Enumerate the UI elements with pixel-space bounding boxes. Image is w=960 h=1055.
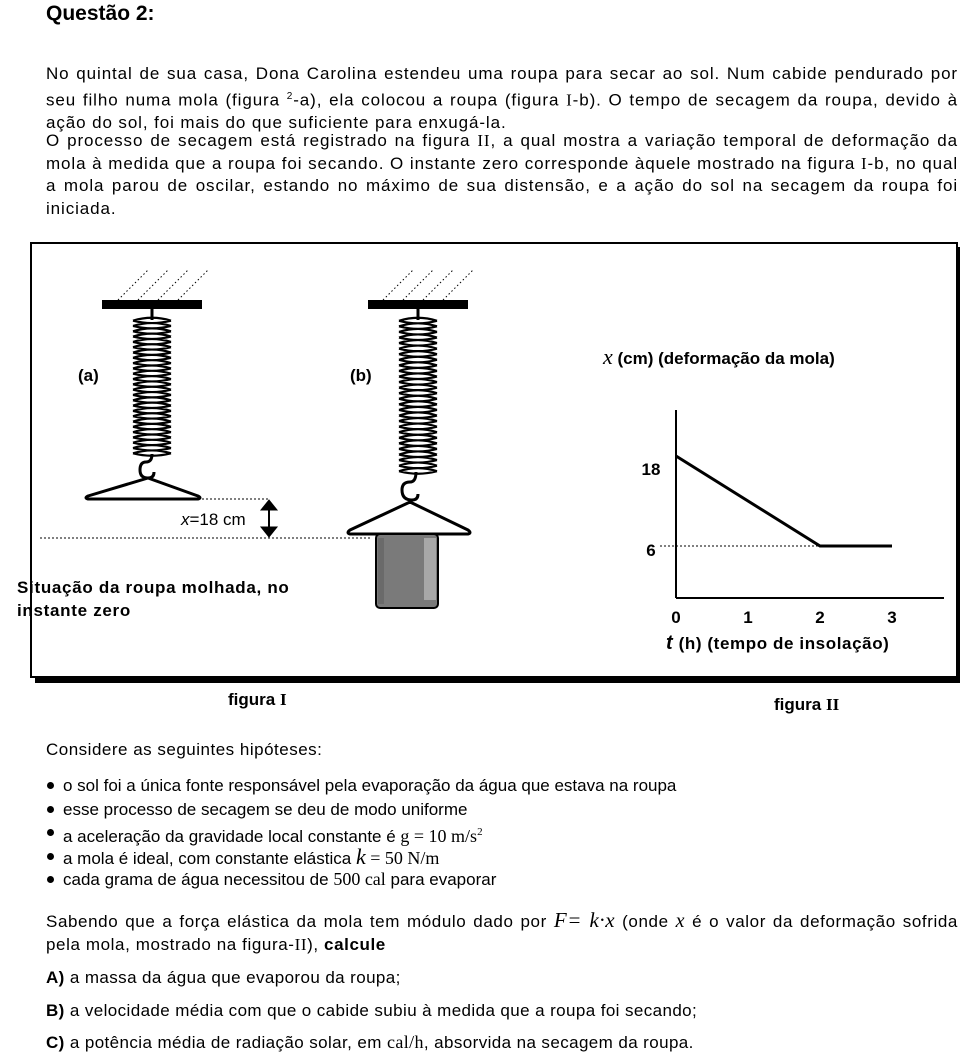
item-a: A) a massa da água que evaporou da roupa; <box>46 968 401 987</box>
y-tick-label: 18 <box>641 460 661 479</box>
intro-paragraph-1: No quintal de sua casa, Dona Carolina estendeu uma roupa para secar ao sol. Num cabide pendurado por seu filho numa mola (figura $^2$-a), ela colocou a roupa (figura I-b). O tempo de secagem da roupa, devido à ação do sol, foi mais do que suficiente para enxugá-la. <box>46 64 958 132</box>
hypothesis-4: a mola é ideal, com constante elástica k = 50 N/m <box>46 845 946 869</box>
item-c: C) a potência média de radiação solar, em cal/h, absorvida na secagem da roupa. <box>46 1032 694 1052</box>
label-b: (b) <box>350 366 372 385</box>
series-line <box>676 456 892 546</box>
item-b: B) a velocidade média com que o cabide subiu à medida que a roupa foi secando; <box>46 1001 698 1020</box>
y-tick-labels <box>642 460 661 560</box>
x-tick-label: 2 <box>815 608 825 627</box>
x-tick-label: 3 <box>887 608 897 627</box>
x-tick-label: 1 <box>743 608 753 627</box>
situation-caption: Situação da roupa molhada, no instante zero <box>17 578 290 620</box>
hypotheses-list <box>46 774 946 892</box>
x-tick-labels <box>671 608 896 627</box>
y-axis-label: x (cm) (deformação da mola) <box>603 344 835 369</box>
x-axis-label: t (h) (tempo de insolação) <box>666 632 890 654</box>
hypothesis-5: cada grama de água necessitou de 500 cal para evaporar <box>46 868 946 892</box>
y-tick-label: 6 <box>646 541 656 560</box>
x-tick-label: 0 <box>671 608 681 627</box>
hypothesis-2: esse processo de secagem se deu de modo uniforme <box>46 798 946 822</box>
label-a: (a) <box>78 366 99 385</box>
hypothesis-1: o sol foi a única fonte responsável pela evaporação da água que estava na roupa <box>46 774 946 798</box>
figure-II-caption: figura II <box>774 695 840 714</box>
question-statement: Sabendo que a força elástica da mola tem módulo dado por F= k·x (onde x é o valor da deformação sofrida pela mola, mostrado na figura-II), calcule <box>46 908 958 954</box>
hypothesis-3: a aceleração da gravidade local constante é g = 10 $m/s^2$ <box>46 821 946 845</box>
deformation-label: x=18 cm <box>181 510 246 529</box>
figure-I-caption: figura I <box>228 690 287 709</box>
hypotheses-intro: Considere as seguintes hipóteses: <box>46 740 323 759</box>
question-title: Questão 2: <box>46 2 155 25</box>
intro-paragraph-2: O processo de secagem está registrado na figura II, a qual mostra a variação temporal de deformação da mola à medida que a roupa foi secando. O instante zero corresponde àquele mostrado na figura I-b, no qual a mola parou de oscilar, estando no máximo de sua distensão, e a ação do sol na secagem da roupa foi iniciada. <box>46 131 958 218</box>
